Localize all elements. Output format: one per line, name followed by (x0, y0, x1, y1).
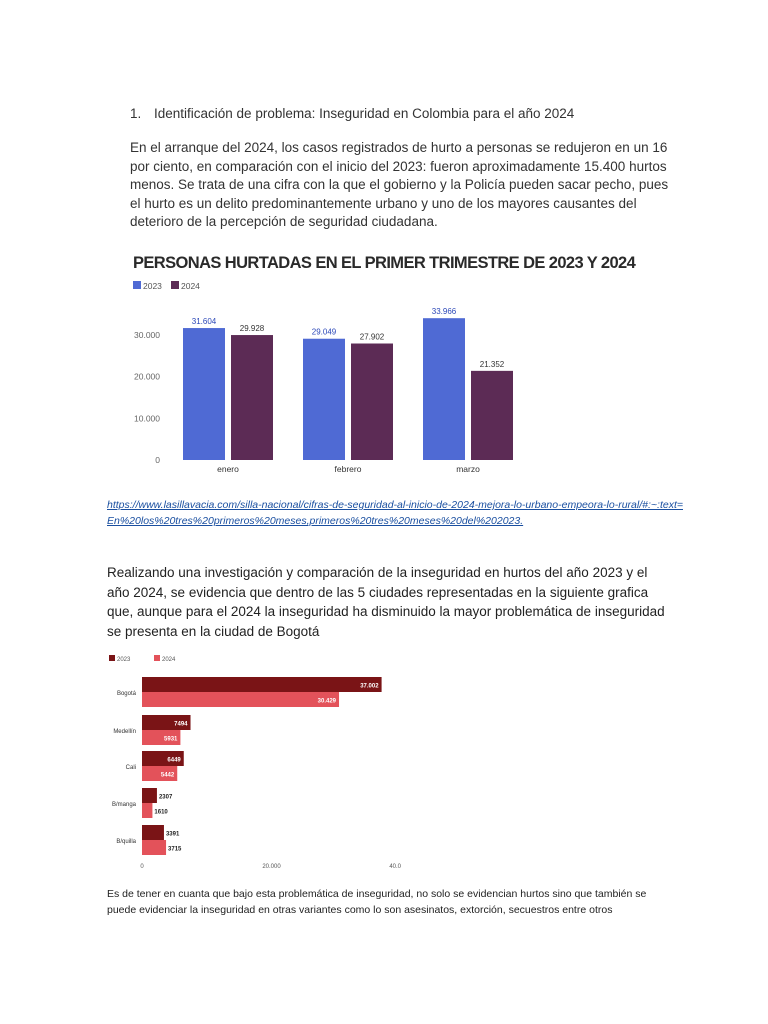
data-label: 3391 (165, 831, 180, 838)
y-category-label: Bogotá (116, 691, 136, 697)
x-tick-label: 40.0 (389, 864, 401, 870)
data-label: 29.928 (239, 324, 265, 334)
data-label: 3715 (168, 846, 182, 853)
monthly-theft-chart (122, 246, 636, 482)
section-heading (130, 106, 574, 121)
bar-2023-enero (183, 328, 225, 460)
bar-2024-B/manga (142, 803, 152, 818)
bar-2024-Bogotá (142, 692, 339, 707)
heading-text: Identificación de problema: Inseguridad en Colombia para el año 2024 (154, 106, 575, 121)
data-label: 1610 (154, 809, 168, 816)
bar-2023-Bogotá (142, 677, 382, 692)
data-label: 6449 (167, 757, 181, 764)
y-category-label: B/quilla (116, 839, 136, 845)
bar-2024-marzo (471, 371, 513, 460)
x-tick-label: enero (217, 464, 239, 474)
data-label: 33.966 (431, 307, 457, 317)
bar-2024-B/quilla (142, 840, 166, 855)
legend-swatch (171, 281, 179, 289)
legend-label: 2023 (143, 281, 162, 291)
intro-paragraph: En el arranque del 2024, los casos registrados de hurto a personas se redujeron en un 16 por ciento, en comparación con el inicio del 2023: fueron aproximadamente 15.400 hurtos menos. Se trata de una cifra con la que el gobierno y la Policía pueden sacar pecho, pues el hurto es un delito predominantemente urbano y uno de los mayores causantes del deterioro de la percepción de seguridad ciudadana. (130, 140, 669, 229)
data-label: 31.604 (191, 317, 217, 327)
legend-swatch (133, 281, 141, 289)
y-category-label: Medellín (113, 729, 136, 735)
chart-title: PERSONAS HURTADAS EN EL PRIMER TRIMESTRE DE 2023 Y 2024 (133, 254, 636, 272)
legend-swatch (154, 655, 160, 661)
x-tick-label: 20.000 (262, 864, 281, 870)
data-label: 30.429 (317, 698, 337, 705)
x-tick-label: febrero (334, 464, 362, 474)
y-category-label: Cali (125, 765, 136, 771)
city-theft-chart (104, 648, 408, 872)
y-tick-label: 10.000 (134, 413, 160, 424)
y-tick-label: 20.000 (134, 371, 160, 382)
closing-paragraph: Es de tener en cuanta que bajo esta problemática de inseguridad, no solo se evidencian hurtos sino que también se puede evidenciar la inseguridad en otras variantes como lo son asesinatos, extorción, secuestros entre otros (107, 888, 647, 916)
bar-2023-marzo (423, 318, 465, 460)
legend-label: 2023 (117, 657, 131, 663)
data-label: 29.049 (311, 327, 337, 337)
y-category-label: B/manga (111, 802, 136, 808)
data-label: 5931 (164, 736, 178, 743)
source-link[interactable]: https://www.lasillavacia.com/silla-nacional/cifras-de-seguridad-al-inicio-de-2024-mejora-lo-urbano-empeora-lo-rural/#:~:text=En%20los%20tres%20primeros%20meses,primeros%20tres%20meses%20del%202023. (107, 499, 683, 527)
bar-2024-febrero (351, 344, 393, 460)
x-tick-label: marzo (456, 464, 480, 474)
data-label: 5442 (160, 772, 175, 779)
data-label: 37.002 (360, 683, 379, 690)
legend-swatch (109, 655, 115, 661)
bar-2023-B/manga (142, 788, 157, 803)
bar-2023-B/quilla (142, 825, 164, 840)
data-label: 21.352 (479, 359, 505, 369)
x-tick-label: 0 (140, 864, 144, 870)
data-label: 27.902 (359, 332, 385, 342)
y-tick-label: 0 (155, 455, 160, 465)
comparison-paragraph: Realizando una investigación y comparación de la inseguridad en hurtos del año 2023 y el año 2024, se evidencia que dentro de las 5 ciudades representadas en la siguiente grafica que, aunque para el 2024 la inseguridad ha disminuido la mayor problemática de inseguridad se presenta en la ciudad de Bogotá (107, 565, 665, 639)
bar-2023-febrero (303, 339, 345, 460)
data-label: 7494 (174, 721, 188, 728)
legend-label: 2024 (162, 657, 176, 663)
heading-number: 1. (130, 106, 142, 121)
legend-label: 2024 (181, 281, 200, 291)
y-tick-label: 30.000 (134, 329, 160, 340)
data-label: 2307 (158, 794, 173, 801)
bar-2024-enero (231, 335, 273, 460)
